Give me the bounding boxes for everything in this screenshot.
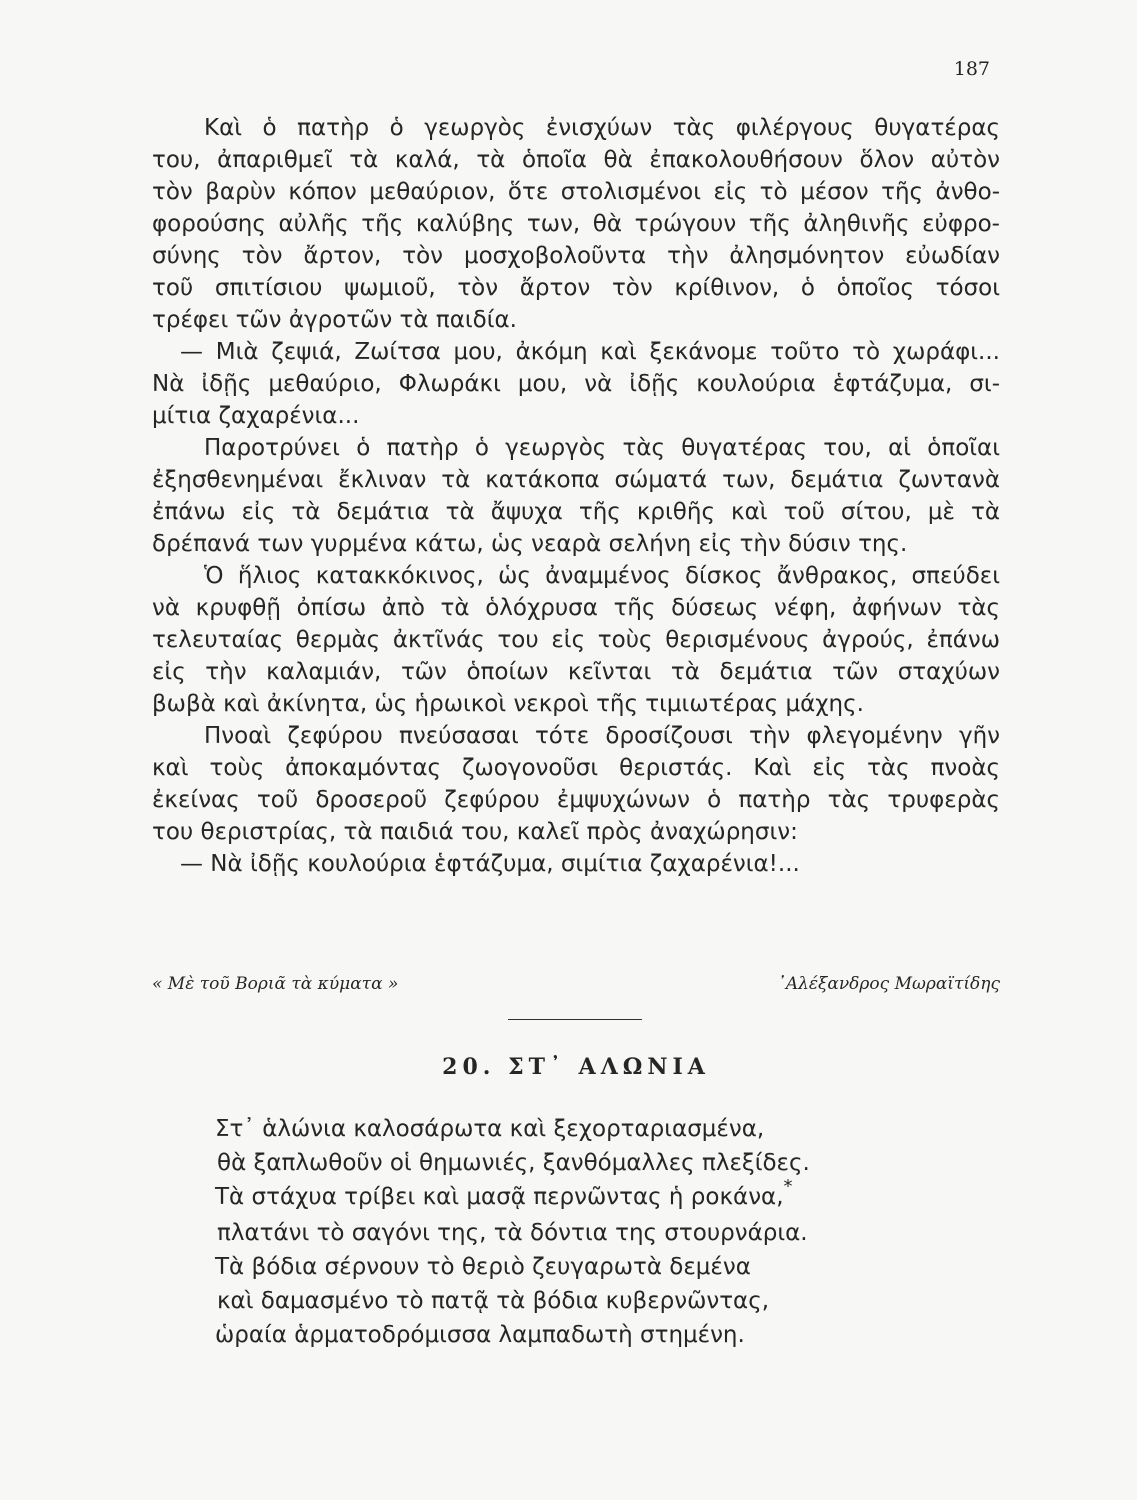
footnote-marker: * <box>783 1176 793 1197</box>
prose-line: — Μιὰ ζεψιά, Ζωίτσα μου, ἀκόμη καὶ ξεκάνομε τοῦτο τὸ χωράφι... <box>180 339 1000 365</box>
prose-line: εἰς τὴν καλαμιάν, τῶν ὁποίων κεῖνται τὰ δεμάτια τῶν σταχύων <box>152 659 1000 685</box>
prose-line: βωβὰ καὶ ἀκίνητα, ὡς ἡρωικοὶ νεκροὶ τῆς τιμιωτέρας μάχης. <box>152 691 864 717</box>
poem-line-text: ὡραία ἁρματοδρόμισσα λαμπαδωτὴ στημένη. <box>215 1322 745 1348</box>
prose-line: του θεριστρίας, τὰ παιδιά του, καλεῖ πρὸς ἀναχώρησιν: <box>152 819 798 845</box>
prose-line: νὰ κρυφθῇ ὀπίσω ἀπὸ τὰ ὁλόχρυσα τῆς δύσεως νέφη, ἀφήνων τὰς <box>152 595 1000 621</box>
poem-line <box>215 1250 1015 1284</box>
poem-line <box>215 1216 1015 1250</box>
prose-line: τὸν βαρὺν κόπον μεθαύριον, ὅτε στολισμένοι εἰς τὸ μέσον τῆς ἀνθο- <box>152 179 1000 205</box>
poem-line-text: θὰ ξαπλωθοῦν οἱ θημωνιές, ξανθόμαλλες πλεξίδες. <box>217 1150 810 1176</box>
source-credits <box>152 974 1000 1000</box>
poem-line <box>215 1318 1015 1352</box>
prose-line: φορούσης αὐλῆς τῆς καλύβης των, θὰ τρώγουν τῆς ἀληθινῆς εὐφρο- <box>152 211 1000 237</box>
prose-line: ἐκείνας τοῦ δροσεροῦ ζεφύρου ἐμψυχώνων ὁ πατὴρ τὰς τρυφερὰς <box>152 787 1000 813</box>
prose-line: ἐπάνω εἰς τὰ δεμάτια τὰ ἄψυχα τῆς κριθῆς καὶ τοῦ σίτου, μὲ τὰ <box>152 499 1000 525</box>
poem-title: 20. ΣΤ᾿ ΑΛΩΝΙΑ <box>442 1054 710 1080</box>
prose-line: Πνοαὶ ζεφύρου πνεύσασαι τότε δροσίζουσι τὴν φλεγομένην γῆν <box>204 723 1000 749</box>
section-divider <box>508 1019 642 1020</box>
prose-line: μίτια ζαχαρένια... <box>152 403 360 429</box>
poem-line-text: Τὰ στάχυα τρίβει καὶ μασᾷ περνῶντας ἡ ροκάνα, <box>215 1184 784 1210</box>
poem-line <box>215 1146 1015 1180</box>
prose-line: τοῦ σπιτίσιου ψωμιοῦ, τὸν ἄρτον τὸν κρίθινον, ὁ ὁποῖος τόσοι <box>152 275 1000 301</box>
prose-line: Νὰ ἰδῇς μεθαύριο, Φλωράκι μου, νὰ ἰδῇς κουλούρια ἑφτάζυμα, σι- <box>152 371 1000 397</box>
prose-line: τρέφει τῶν ἀγροτῶν τὰ παιδία. <box>152 307 517 333</box>
prose-line: Παροτρύνει ὁ πατὴρ ὁ γεωργὸς τὰς θυγατέρας του, αἱ ὁποῖαι <box>204 435 1000 461</box>
prose-line: — Νὰ ἰδῇς κουλούρια ἑφτάζυμα, σιμίτια ζαχαρένια!... <box>180 851 800 877</box>
prose-line: του, ἀπαριθμεῖ τὰ καλά, τὰ ὁποῖα θὰ ἐπακολουθήσουν ὅλον αὐτὸν <box>152 147 1000 173</box>
prose-line: ἐξησθενημέναι ἔκλιναν τὰ κατάκοπα σώματά των, δεμάτια ζωντανὰ <box>152 467 1000 493</box>
prose-line: τελευταίας θερμὰς ἀκτῖνάς του εἰς τοὺς θερισμένους ἀγρούς, ἐπάνω <box>152 627 1000 653</box>
poem-line <box>215 1176 1015 1216</box>
poem-body <box>215 1112 1015 1352</box>
prose-body <box>152 112 1000 880</box>
poem-line-text: Τὰ βόδια σέρνουν τὸ θεριὸ ζευγαρωτὰ δεμένα <box>215 1254 751 1280</box>
poem-line-text: Στ᾿ ἁλώνια καλοσάρωτα καὶ ξεχορταριασμένα, <box>215 1116 765 1142</box>
prose-line: Καὶ ὁ πατὴρ ὁ γεωργὸς ἐνισχύων τὰς φιλέργους θυγατέρας <box>204 115 1000 141</box>
poem-line <box>215 1284 1015 1318</box>
poem-line <box>215 1112 1015 1146</box>
poem-line-text: πλατάνι τὸ σαγόνι της, τὰ δόντια της στουρνάρια. <box>217 1220 808 1246</box>
page-number: 187 <box>953 58 990 80</box>
source-author: ᾿Αλέξανδρος Μωραϊτίδης <box>777 974 1000 994</box>
prose-line: καὶ τοὺς ἀποκαμόντας ζωογονοῦσι θεριστάς. Καὶ εἰς τὰς πνοὰς <box>152 755 1000 781</box>
source-book-title: « Μὲ τοῦ Βοριᾶ τὰ κύματα » <box>152 974 399 994</box>
poem-line-text: καὶ δαμασμένο τὸ πατᾷ τὰ βόδια κυβερνῶντας, <box>217 1288 770 1314</box>
prose-line: σύνης τὸν ἄρτον, τὸν μοσχοβολοῦντα τὴν ἀλησμόνητον εὐωδίαν <box>152 243 1000 269</box>
prose-line: Ὁ ἥλιος κατακκόκινος, ὡς ἀναμμένος δίσκος ἄνθρακος, σπεύδει <box>204 563 1000 589</box>
prose-line: δρέπανά των γυρμένα κάτω, ὡς νεαρὰ σελήνη εἰς τὴν δύσιν της. <box>152 531 908 557</box>
